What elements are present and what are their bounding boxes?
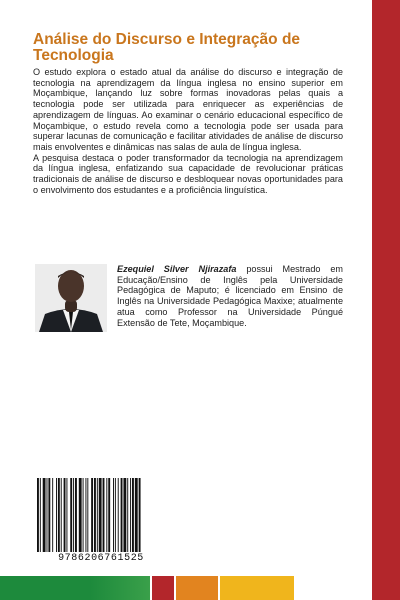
barcode-bar: [132, 478, 134, 552]
barcode-bar: [85, 478, 86, 552]
barcode-bar: [58, 478, 60, 552]
barcode-bars: [35, 478, 167, 552]
barcode-bar: [108, 478, 110, 552]
barcode-bar: [73, 478, 74, 552]
author-bio: [117, 264, 343, 328]
barcode-bar: [99, 478, 102, 552]
barcode-bar: [139, 478, 141, 552]
barcode-bar: [79, 478, 82, 552]
barcode-bar: [121, 478, 123, 552]
barcode-bar: [56, 478, 57, 552]
isbn-digits: 9786206761525: [58, 553, 144, 564]
author-bio-text: possui Mestrado em Educação/Ensino de Inglês pela Universidade Pedagógica de Maputo; é licenciado em Ensino de Inglês na Universidade Pedagógica Maxixe; atualmente atua como Professor na Universidade Púngué Extensão de Tete, Moçambique.: [117, 264, 344, 328]
barcode-bar: [40, 478, 41, 552]
barcode-bar: [127, 478, 128, 552]
barcode-bar: [43, 478, 46, 552]
barcode-bar: [118, 478, 119, 552]
barcode-bar: [61, 478, 62, 552]
bottom-stripe-yellow: [220, 576, 294, 600]
barcode-bar: [48, 478, 50, 552]
barcode-bar: [135, 478, 138, 552]
barcode-bar: [75, 478, 77, 552]
barcode-bar: [94, 478, 96, 552]
barcode-bar: [97, 478, 98, 552]
barcode-bar: [130, 478, 131, 552]
author-name: Ezequiel Silver Njirazafa: [117, 264, 237, 274]
barcode-bar: [115, 478, 116, 552]
barcode-bar: [66, 478, 67, 552]
author-photo: [35, 264, 107, 332]
barcode-bar: [52, 478, 53, 552]
book-title: Análise do Discurso e Integração de Tecnologia: [33, 31, 301, 64]
barcode-bar: [123, 478, 126, 552]
barcode-bar: [91, 478, 93, 552]
barcode-bar: [70, 478, 72, 552]
barcode-bar: [106, 478, 107, 552]
book-abstract: [33, 67, 343, 195]
barcode-bar: [87, 478, 88, 552]
barcode-bar: [64, 478, 66, 552]
abstract-paragraph: O estudo explora o estado atual da análise do discurso e integração de tecnologia na aprendizagem da língua inglesa no ensino superior em Moçambique, lançando luz sobre formas inovadoras pelas quais a tecnologia pode ser utilizada para enriquecer as experiências de aprendizagem de línguas. Ao examinar o cenário educacional específico de Moçambique, o estudo revela como a tecnologia pode ser usada para superar lacunas de comunicação e facilitar atividades de análise de discurso mais envolventes e dinâmicas nas salas de aula de língua inglesa.: [33, 67, 343, 152]
bottom-stripe-orange: [176, 576, 218, 600]
author-portrait-image: [35, 264, 107, 332]
barcode-bar: [83, 478, 84, 552]
barcode-bar: [47, 478, 48, 552]
bottom-stripe-red: [152, 576, 174, 600]
abstract-paragraph: A pesquisa destaca o poder transformador da tecnologia na aprendizagem da língua inglesa, enfatizando sua capacidade de revolucionar práticas tradicionais de análise de discurso e desbloquear novas oportunidades para o envolvimento dos estudantes e a proficiência linguística.: [33, 152, 343, 195]
bottom-stripe-green: [0, 576, 150, 600]
barcode-bar: [37, 478, 39, 552]
isbn-barcode: [35, 478, 167, 566]
spine-color-strip: [372, 0, 400, 600]
barcode-bar: [103, 478, 105, 552]
barcode-bar: [113, 478, 114, 552]
